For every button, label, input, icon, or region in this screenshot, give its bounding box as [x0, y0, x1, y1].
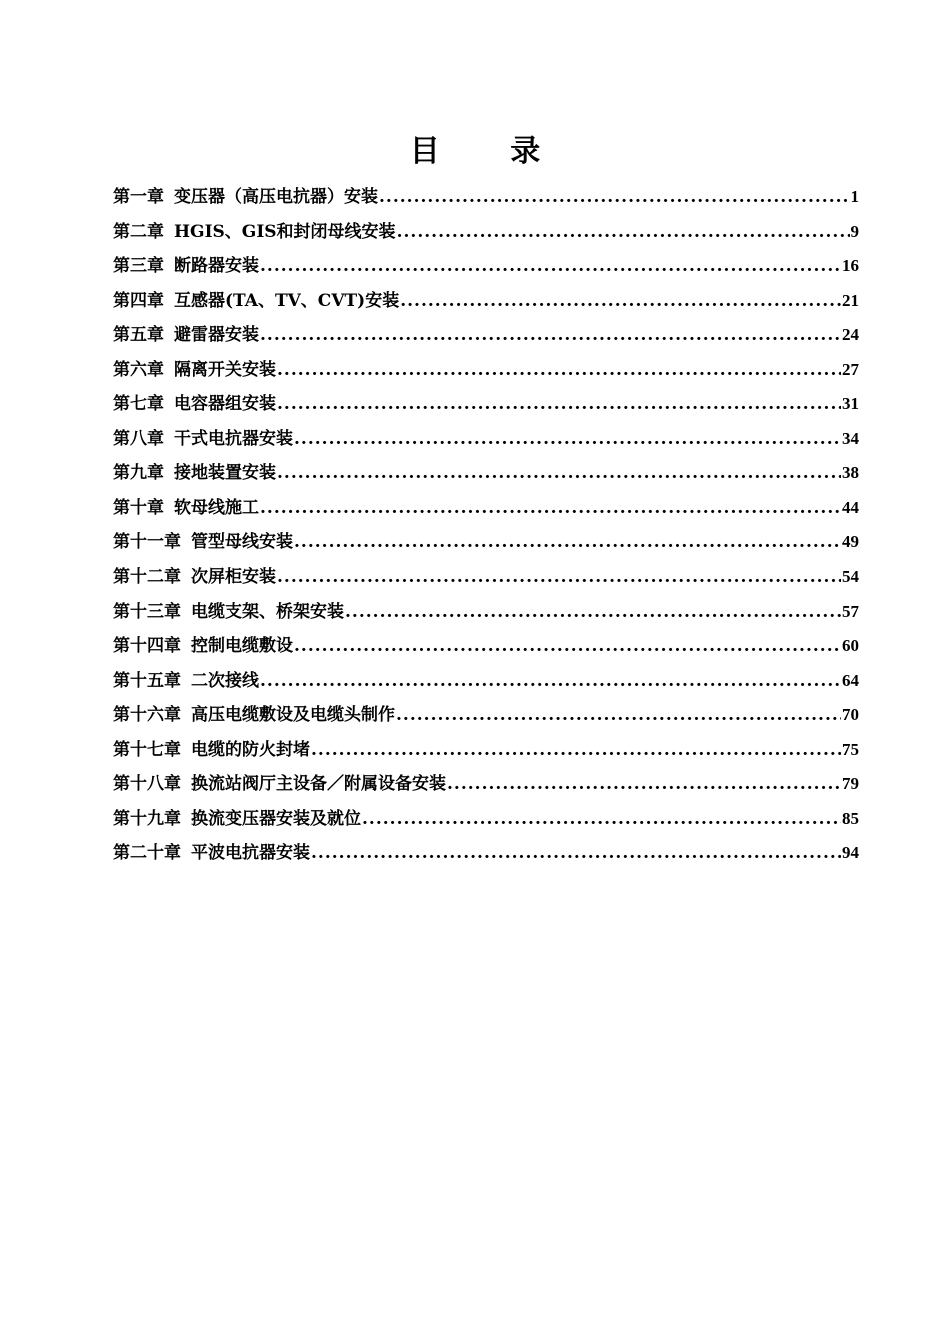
- toc-page-number: 79: [842, 774, 859, 794]
- toc-page-number: 44: [842, 497, 859, 517]
- toc-dot-leader: [311, 733, 841, 768]
- toc-page-number: 49: [842, 532, 859, 552]
- toc-dot-leader: [294, 629, 841, 664]
- toc-chapter-title: 次屏柜安装: [191, 567, 276, 588]
- toc-chapter-title: 平波电抗器安装: [191, 843, 310, 864]
- toc-entry[interactable]: [113, 733, 859, 768]
- toc-chapter-title: 断路器安装: [174, 256, 259, 277]
- toc-chapter-number: 第十章: [113, 497, 164, 518]
- toc-page-number: 38: [842, 463, 859, 483]
- toc-chapter-title: 二次接线: [191, 670, 259, 691]
- toc-entry[interactable]: [113, 318, 859, 353]
- toc-chapter-title: 管型母线安装: [191, 532, 293, 553]
- toc-entry[interactable]: [113, 525, 859, 560]
- toc-chapter-number: 第二章: [113, 221, 164, 242]
- toc-entry[interactable]: [113, 180, 859, 215]
- toc-entry[interactable]: [113, 698, 859, 733]
- toc-page-number: 57: [842, 601, 859, 621]
- toc-entry[interactable]: [113, 215, 859, 250]
- toc-entry[interactable]: [113, 387, 859, 422]
- toc-chapter-number: 第二十章: [113, 843, 181, 864]
- toc-chapter-title: 电容器组安装: [174, 394, 276, 415]
- toc-chapter-number: 第十一章: [113, 532, 181, 553]
- toc-entry[interactable]: [113, 284, 859, 319]
- toc-chapter-number: 第十七章: [113, 739, 181, 760]
- toc-chapter-title: 干式电抗器安装: [174, 428, 293, 449]
- toc-page-number: 24: [842, 325, 859, 345]
- toc-chapter-title: 高压电缆敷设及电缆头制作: [191, 705, 395, 726]
- toc-entry[interactable]: [113, 629, 859, 664]
- toc-dot-leader: [260, 318, 841, 353]
- toc-chapter-title: 软母线施工: [174, 497, 259, 518]
- toc-entry[interactable]: [113, 836, 859, 871]
- toc-dot-leader: [311, 836, 841, 871]
- toc-chapter-title: HGIS、GIS和封闭母线安装: [174, 221, 396, 242]
- toc-chapter-number: 第一章: [113, 187, 164, 207]
- toc-entry[interactable]: [113, 560, 859, 595]
- toc-page-number: 16: [842, 256, 859, 276]
- toc-page-number: 9: [850, 221, 859, 241]
- toc-dot-leader: [277, 353, 841, 388]
- toc-chapter-title: 换流站阀厅主设备／附属设备安装: [191, 774, 446, 795]
- toc-dot-leader: [294, 422, 841, 457]
- toc-dot-leader: [345, 595, 841, 630]
- toc-dot-leader: [260, 249, 841, 284]
- toc-entry[interactable]: [113, 802, 859, 837]
- toc-chapter-number: 第八章: [113, 428, 164, 449]
- toc-page-number: 54: [842, 567, 859, 587]
- toc-entry[interactable]: [113, 491, 859, 526]
- toc-chapter-number: 第六章: [113, 359, 164, 380]
- toc-chapter-title: 控制电缆敷设: [191, 636, 293, 657]
- toc-entry[interactable]: [113, 595, 859, 630]
- toc-chapter-title: 隔离开关安装: [174, 359, 276, 380]
- toc-dot-leader: [260, 664, 841, 699]
- toc-entry[interactable]: [113, 664, 859, 699]
- toc-dot-leader: [447, 767, 841, 802]
- toc-dot-leader: [396, 698, 841, 733]
- toc-chapter-number: 第四章: [113, 290, 164, 311]
- toc-dot-leader: [294, 525, 841, 560]
- toc-chapter-title: 互感器(TA、TV、CVT)安装: [174, 290, 400, 311]
- toc-chapter-number: 第七章: [113, 394, 164, 415]
- toc-page-number: 64: [842, 670, 859, 690]
- toc-chapter-title: 电缆支架、桥架安装: [191, 601, 344, 622]
- toc-dot-leader: [400, 284, 841, 319]
- toc-chapter-title: 电缆的防火封堵: [191, 739, 310, 760]
- toc-page-number: 85: [842, 808, 859, 828]
- toc-chapter-number: 第三章: [113, 256, 164, 277]
- toc-page-number: 34: [842, 428, 859, 448]
- toc-chapter-number: 第十二章: [113, 567, 181, 588]
- toc-dot-leader: [397, 215, 850, 250]
- toc-chapter-number: 第五章: [113, 325, 164, 346]
- toc-chapter-number: 第十五章: [113, 670, 181, 691]
- toc-chapter-number: 第十八章: [113, 774, 181, 795]
- toc-page-number: 75: [842, 739, 859, 759]
- toc-entry[interactable]: [113, 422, 859, 457]
- toc-page-number: 27: [842, 359, 859, 379]
- toc-dot-leader: [260, 491, 841, 526]
- toc-dot-leader: [379, 180, 850, 215]
- toc-entry[interactable]: [113, 767, 859, 802]
- toc-page-number: 31: [842, 394, 859, 414]
- toc-chapter-title: 接地装置安装: [174, 463, 276, 484]
- table-of-contents: [113, 180, 859, 871]
- toc-page-number: 94: [842, 843, 859, 863]
- toc-chapter-number: 第十六章: [113, 705, 181, 726]
- toc-page-number: 60: [842, 636, 859, 656]
- toc-chapter-number: 第十三章: [113, 601, 181, 622]
- toc-page-number: 70: [842, 705, 859, 725]
- toc-chapter-title: 避雷器安装: [174, 325, 259, 346]
- toc-chapter-title: 换流变压器安装及就位: [191, 808, 361, 829]
- toc-page-number: 1: [850, 187, 859, 206]
- toc-dot-leader: [277, 387, 841, 422]
- toc-entry[interactable]: [113, 456, 859, 491]
- page-title: 目 录: [409, 134, 571, 169]
- toc-page-number: 21: [842, 290, 859, 310]
- toc-entry[interactable]: [113, 249, 859, 284]
- toc-dot-leader: [277, 456, 841, 491]
- toc-chapter-number: 第十九章: [113, 808, 181, 829]
- toc-dot-leader: [277, 560, 841, 595]
- toc-chapter-number: 第九章: [113, 463, 164, 484]
- toc-entry[interactable]: [113, 353, 859, 388]
- toc-dot-leader: [362, 802, 841, 837]
- toc-chapter-number: 第十四章: [113, 636, 181, 657]
- toc-chapter-title: 变压器（高压电抗器）安装: [174, 187, 378, 207]
